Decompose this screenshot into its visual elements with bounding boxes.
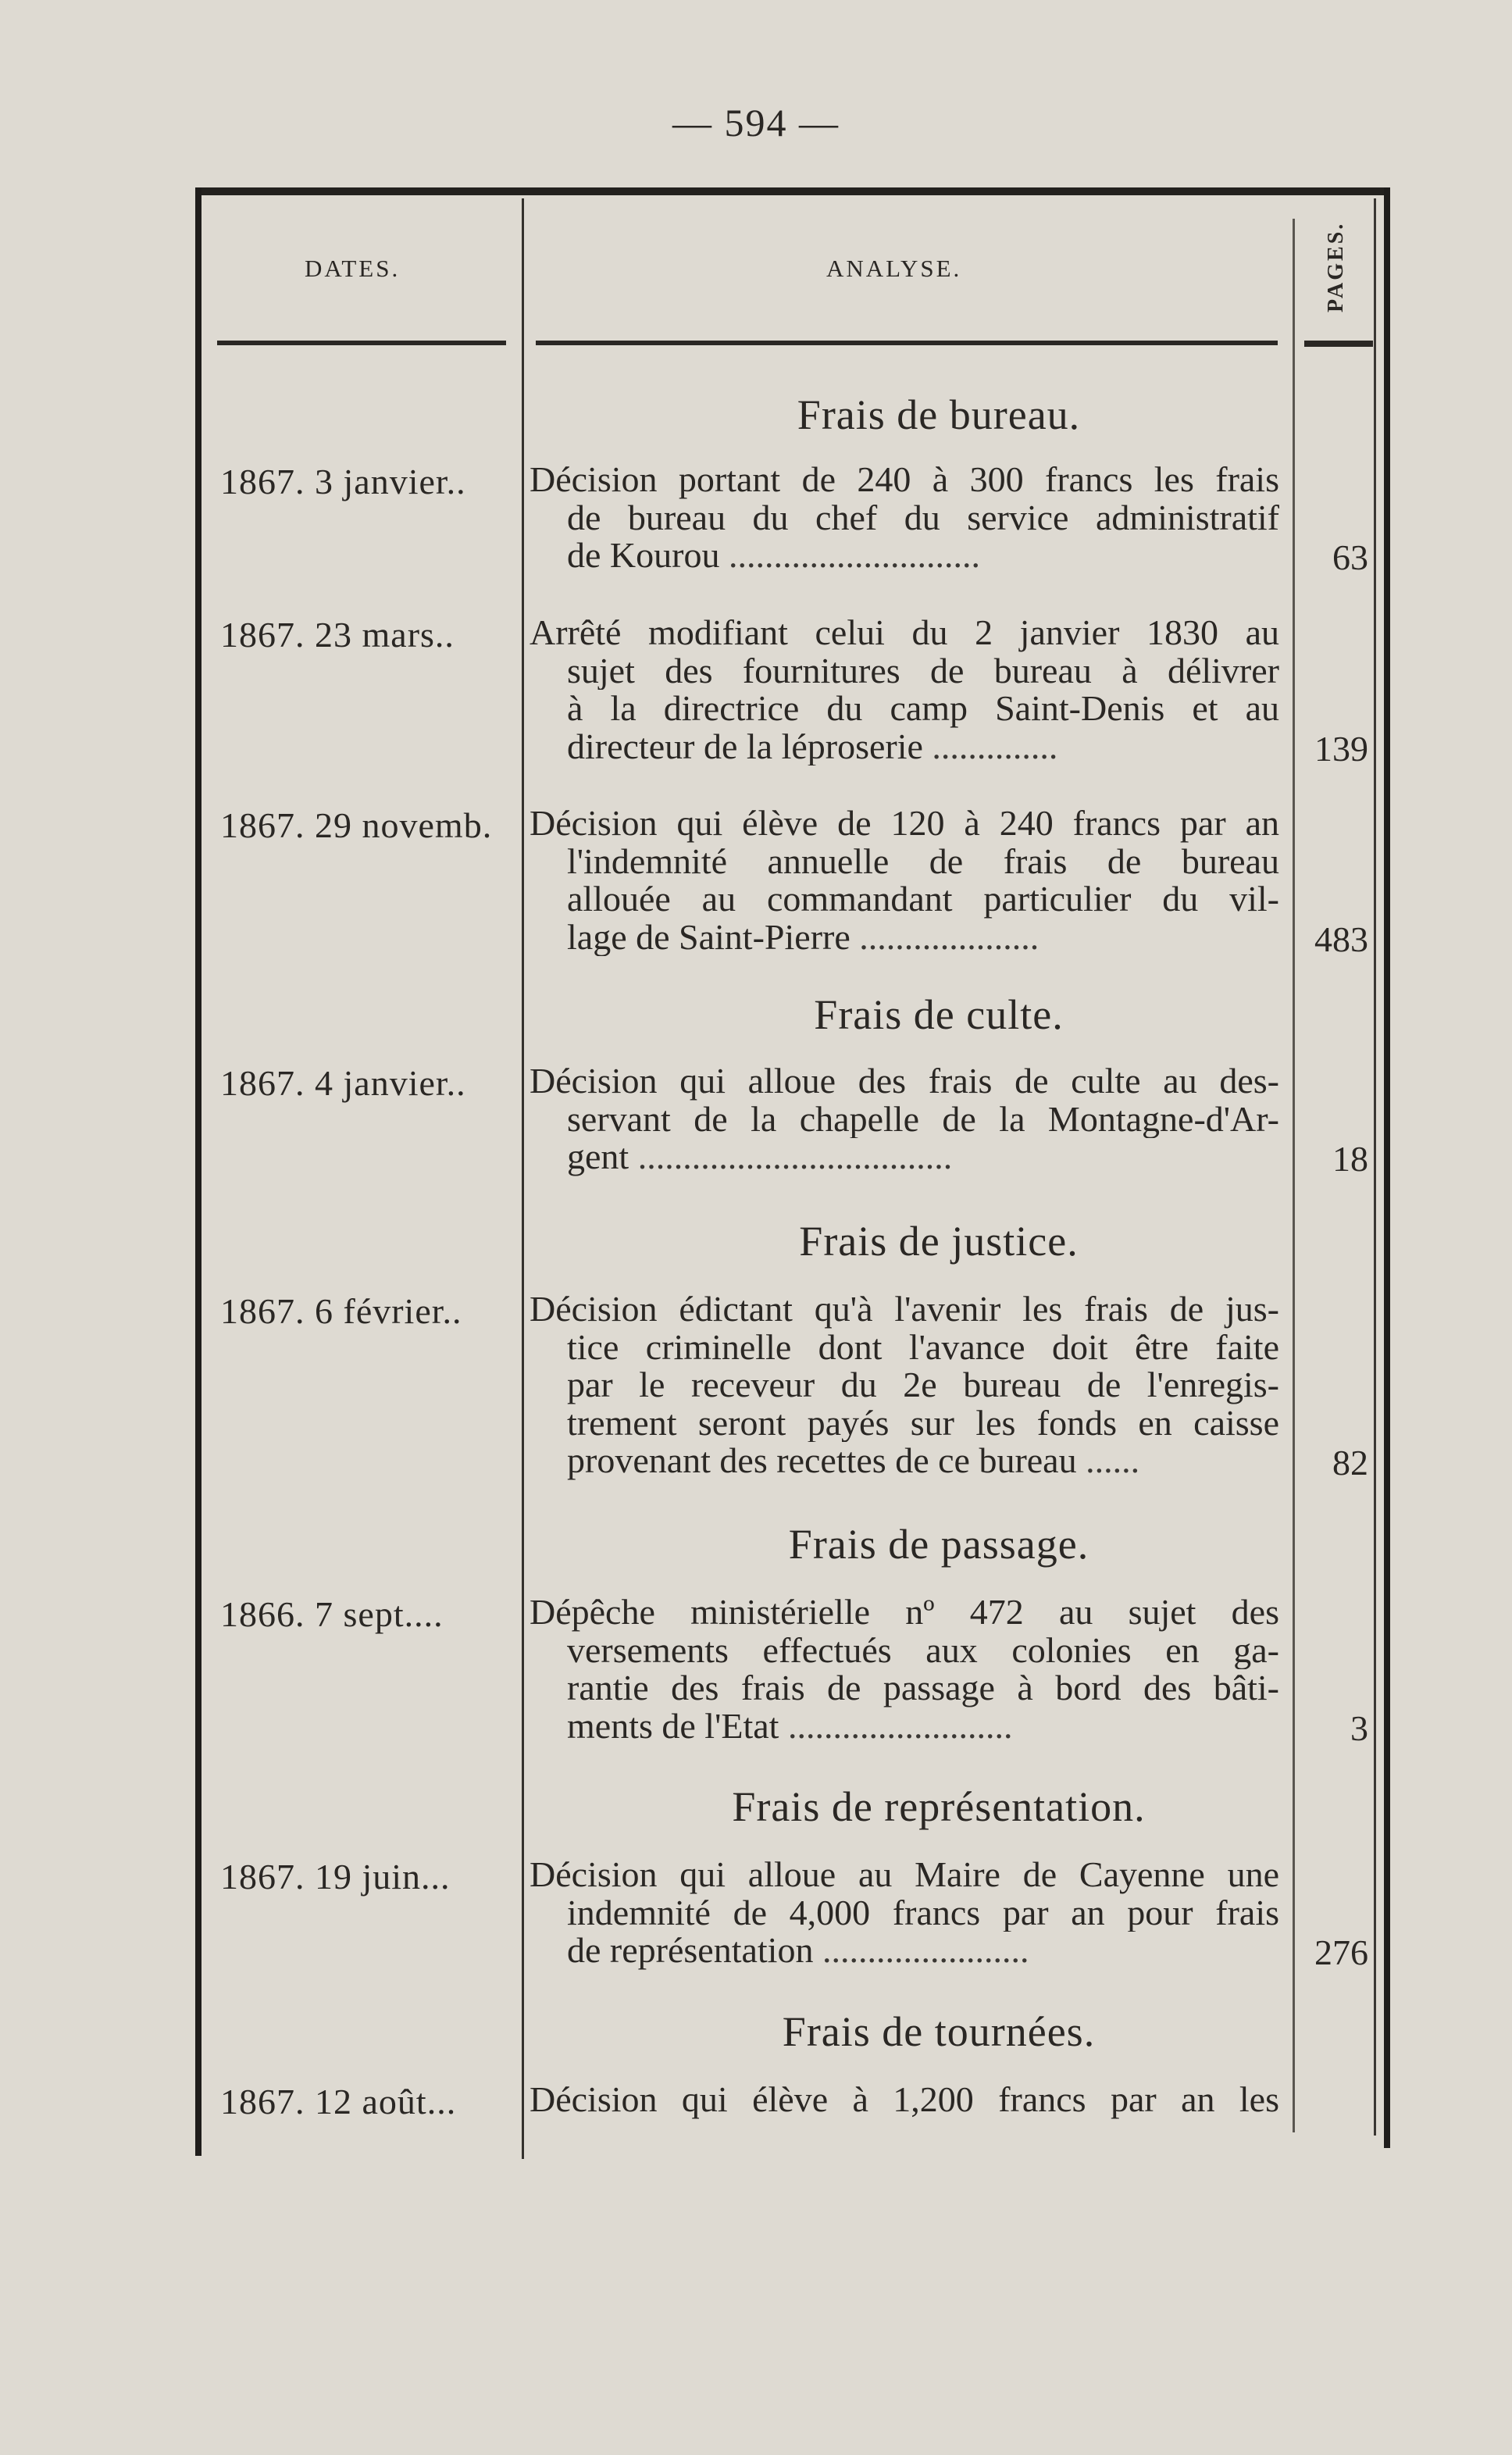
analysis-line: sujet des fournitures de bureau à délivrer [567, 651, 1279, 690]
table-inner-right-rule [1374, 198, 1376, 2136]
analysis-line: Décision qui élève de 120 à 240 francs par an [530, 805, 1279, 843]
entry-page: 18 [1332, 1139, 1368, 1179]
analysis-line: de Kourou ............................ [567, 537, 980, 575]
entry-date: 1867. 19 juin... [220, 1857, 451, 1897]
header-rule-pages [1304, 341, 1373, 347]
entry-analysis [530, 614, 1279, 765]
analysis-line: directeur de la léproserie .............. [567, 727, 1058, 765]
entry-page: 276 [1314, 1932, 1368, 1972]
analysis-line: versements effectués aux colonies en ga- [567, 1631, 1279, 1669]
entry-analysis [530, 1062, 1279, 1176]
analysis-line: indemnité de 4,000 francs par an pour frais [567, 1893, 1279, 1932]
entry-date: 1867. 4 janvier.. [220, 1063, 466, 1103]
entry-date: 1867. 6 février.. [220, 1291, 462, 1331]
column-header-dates: DATES. [305, 255, 401, 282]
analysis-line: gent ................................... [567, 1138, 953, 1176]
analysis-line: Décision qui alloue au Maire de Cayenne une [530, 1856, 1279, 1894]
entry-date: 1867. 29 novemb. [220, 805, 493, 845]
analysis-line: de bureau du chef du service administratif [567, 498, 1279, 537]
entry-analysis [530, 1593, 1279, 1745]
entry-page: 139 [1314, 729, 1368, 769]
table-top-rule [195, 187, 1390, 195]
analysis-line: Décision portant de 240 à 300 francs les frais [530, 461, 1279, 499]
section-heading: Frais de bureau. [797, 391, 1081, 438]
analysis-line: ments de l'Etat ......................... [567, 1707, 1013, 1745]
entry-analysis [530, 461, 1279, 575]
analysis-line: provenant des recettes de ce bureau ...... [567, 1442, 1140, 1480]
section-heading: Frais de tournées. [782, 2008, 1096, 2055]
analysis-line: allouée au commandant particulier du vil- [567, 880, 1279, 919]
table-right-border [1384, 187, 1390, 2148]
entry-page: 82 [1332, 1443, 1368, 1483]
entry-date: 1867. 3 janvier.. [220, 462, 466, 501]
analysis-line: Dépêche ministérielle nº 472 au sujet des [530, 1593, 1279, 1632]
section-heading: Frais de justice. [799, 1218, 1079, 1265]
entry-date: 1867. 12 août... [220, 2082, 457, 2121]
entry-analysis [530, 1290, 1279, 1480]
entry-analysis [530, 2081, 1279, 2119]
entry-page: 483 [1314, 919, 1368, 959]
analysis-line: de représentation ....................... [567, 1932, 1029, 1970]
column-header-analyse: ANALYSE. [826, 255, 962, 282]
analysis-line: tice criminelle dont l'avance doit être faite [567, 1328, 1279, 1366]
entry-date: 1866. 7 sept.... [220, 1594, 444, 1634]
analysis-line: l'indemnité annuelle de frais de bureau [567, 842, 1279, 880]
entry-date: 1867. 23 mars.. [220, 615, 455, 655]
page-number: — 594 — [672, 101, 840, 145]
entry-page: 63 [1332, 537, 1368, 577]
analysis-line: trement seront payés sur les fonds en caisse [567, 1404, 1279, 1442]
analysis-line: lage de Saint-Pierre .................... [567, 918, 1040, 956]
section-heading: Frais de passage. [788, 1521, 1089, 1568]
analysis-line: Décision qui élève à 1,200 francs par an les [530, 2081, 1279, 2119]
analysis-line: par le receveur du 2e bureau de l'enregis- [567, 1366, 1279, 1404]
header-rule-dates [217, 341, 506, 345]
entry-analysis [530, 1856, 1279, 1970]
analysis-line: Décision édictant qu'à l'avenir les frais de jus- [530, 1290, 1279, 1329]
analysis-line: servant de la chapelle de la Montagne-d'Ar- [567, 1100, 1279, 1138]
column-divider-dates [522, 198, 524, 2159]
analysis-line: Arrêté modifiant celui du 2 janvier 1830 au [530, 614, 1279, 652]
analysis-line: Décision qui alloue des frais de culte au des- [530, 1062, 1279, 1101]
section-heading: Frais de culte. [814, 991, 1064, 1038]
column-header-pages: PAGES. [1324, 221, 1348, 312]
entry-page: 3 [1350, 1708, 1368, 1748]
entry-analysis [530, 805, 1279, 956]
header-rule-analyse [536, 341, 1278, 345]
section-heading: Frais de représentation. [732, 1783, 1146, 1830]
analysis-line: à la directrice du camp Saint-Denis et au [567, 690, 1279, 728]
analysis-line: rantie des frais de passage à bord des bâti- [567, 1669, 1279, 1707]
table-left-border [195, 187, 201, 2156]
